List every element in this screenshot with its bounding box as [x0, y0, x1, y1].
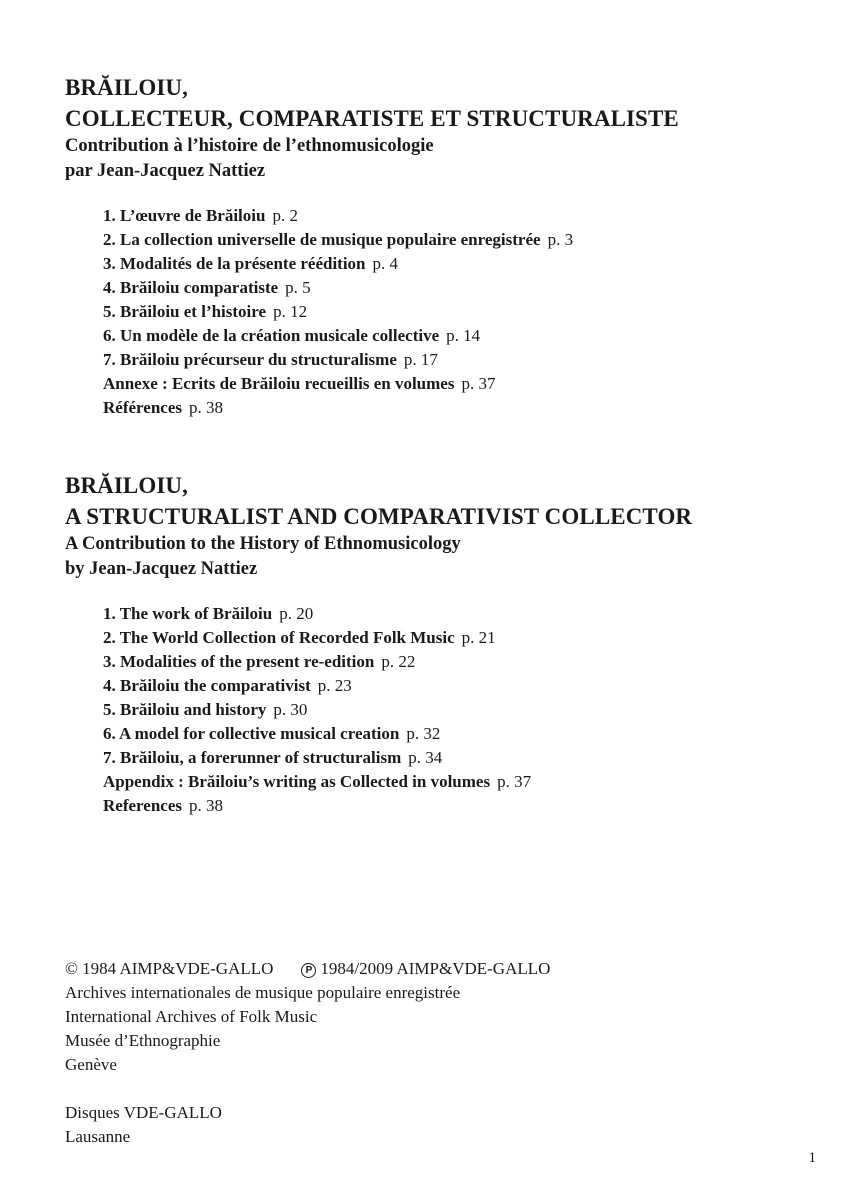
toc-item — [103, 204, 825, 228]
toc-entry-label: 4. Brăiloiu comparatiste — [103, 278, 279, 297]
toc-item — [103, 698, 825, 722]
toc-entry-label: 6. Un modèle de la création musicale collective — [103, 326, 440, 345]
page-number: 1 — [808, 1150, 816, 1166]
toc-page-ref: p. 4 — [372, 254, 399, 273]
toc-entry-label: 5. Brăiloiu and history — [103, 700, 267, 719]
toc-page-ref: p. 14 — [446, 326, 481, 345]
toc-item — [103, 650, 825, 674]
toc-item — [103, 602, 825, 626]
toc-entry-label: 4. Brăiloiu the comparativist — [103, 676, 311, 695]
credits-line: Archives internationales de musique populaire enregistrée — [65, 983, 461, 1002]
french-section — [65, 72, 825, 420]
toc-page-ref: p. 3 — [547, 230, 574, 249]
toc-page-ref: p. 21 — [461, 628, 496, 647]
french-title-line1: BRĂILOIU, — [65, 75, 188, 100]
toc-item — [103, 396, 825, 420]
toc-item — [103, 276, 825, 300]
toc-entry-label: 2. La collection universelle de musique populaire enregistrée — [103, 230, 541, 249]
toc-item — [103, 348, 825, 372]
toc-item — [103, 252, 825, 276]
french-author: par Jean-Jacquez Nattiez — [65, 161, 266, 181]
toc-page-ref: p. 12 — [273, 302, 308, 321]
publisher-line: Disques VDE-GALLO — [65, 1103, 222, 1122]
toc-item — [103, 372, 825, 396]
english-title-line2: A STRUCTURALIST AND COMPARATIVIST COLLECTOR — [65, 504, 693, 529]
toc-page-ref: p. 37 — [461, 374, 496, 393]
english-author: by Jean-Jacquez Nattiez — [65, 559, 258, 579]
toc-page-ref: p. 38 — [188, 398, 223, 417]
credits-line: Musée d’Ethnographie — [65, 1031, 221, 1050]
phonogram-text: 1984/2009 AIMP&VDE-GALLO — [320, 959, 551, 978]
toc-entry-label: 5. Brăiloiu et l’histoire — [103, 302, 267, 321]
credits-block — [65, 957, 785, 1149]
toc-item — [103, 626, 825, 650]
toc-item — [103, 770, 825, 794]
copyright-text: © 1984 AIMP&VDE-GALLO — [65, 959, 274, 978]
toc-entry-label: Références — [103, 398, 182, 417]
toc-entry-label: 7. Brăiloiu précurseur du structuralisme — [103, 350, 397, 369]
credits-line: Genève — [65, 1055, 117, 1074]
toc-item — [103, 228, 825, 252]
toc-item — [103, 722, 825, 746]
toc-page-ref: p. 32 — [406, 724, 441, 743]
toc-entry-label: 7. Brăiloiu, a forerunner of structuralism — [103, 748, 402, 767]
toc-page-ref: p. 20 — [279, 604, 314, 623]
publisher-line: Lausanne — [65, 1127, 131, 1146]
english-title-line1: BRĂILOIU, — [65, 473, 188, 498]
french-subtitle: Contribution à l’histoire de l’ethnomusicologie — [65, 136, 434, 156]
phonogram-icon: P — [301, 963, 316, 978]
toc-entry-label: Annexe : Ecrits de Brăiloiu recueillis en volumes — [103, 374, 455, 393]
toc-entry-label: 6. A model for collective musical creation — [103, 724, 400, 743]
english-table-of-contents — [103, 602, 825, 818]
spacer — [65, 1077, 785, 1101]
toc-item — [103, 746, 825, 770]
toc-entry-label: 1. The work of Brăiloiu — [103, 604, 273, 623]
french-table-of-contents — [103, 204, 825, 420]
credits-line: International Archives of Folk Music — [65, 1007, 318, 1026]
toc-entry-label: 3. Modalités de la présente réédition — [103, 254, 366, 273]
toc-page-ref: p. 30 — [273, 700, 308, 719]
toc-page-ref: p. 23 — [317, 676, 352, 695]
toc-page-ref: p. 34 — [408, 748, 443, 767]
toc-item — [103, 300, 825, 324]
toc-item — [103, 674, 825, 698]
toc-page-ref: p. 17 — [403, 350, 438, 369]
toc-item — [103, 324, 825, 348]
english-subtitle: A Contribution to the History of Ethnomusicology — [65, 534, 461, 554]
toc-page-ref: p. 5 — [285, 278, 311, 297]
toc-page-ref: p. 38 — [188, 796, 223, 815]
toc-item — [103, 794, 825, 818]
toc-entry-label: References — [103, 796, 182, 815]
toc-entry-label: 2. The World Collection of Recorded Folk Music — [103, 628, 455, 647]
toc-page-ref: p. 2 — [272, 206, 298, 225]
french-title-line2: COLLECTEUR, COMPARATISTE ET STRUCTURALISTE — [65, 106, 679, 131]
toc-entry-label: 3. Modalities of the present re-edition — [103, 652, 375, 671]
english-section — [65, 470, 825, 818]
toc-page-ref: p. 37 — [497, 772, 532, 791]
toc-entry-label: Appendix : Brăiloiu’s writing as Collected in volumes — [103, 772, 491, 791]
toc-page-ref: p. 22 — [381, 652, 416, 671]
toc-entry-label: 1. L’œuvre de Brăiloiu — [103, 206, 266, 225]
copyright-line — [65, 957, 785, 981]
